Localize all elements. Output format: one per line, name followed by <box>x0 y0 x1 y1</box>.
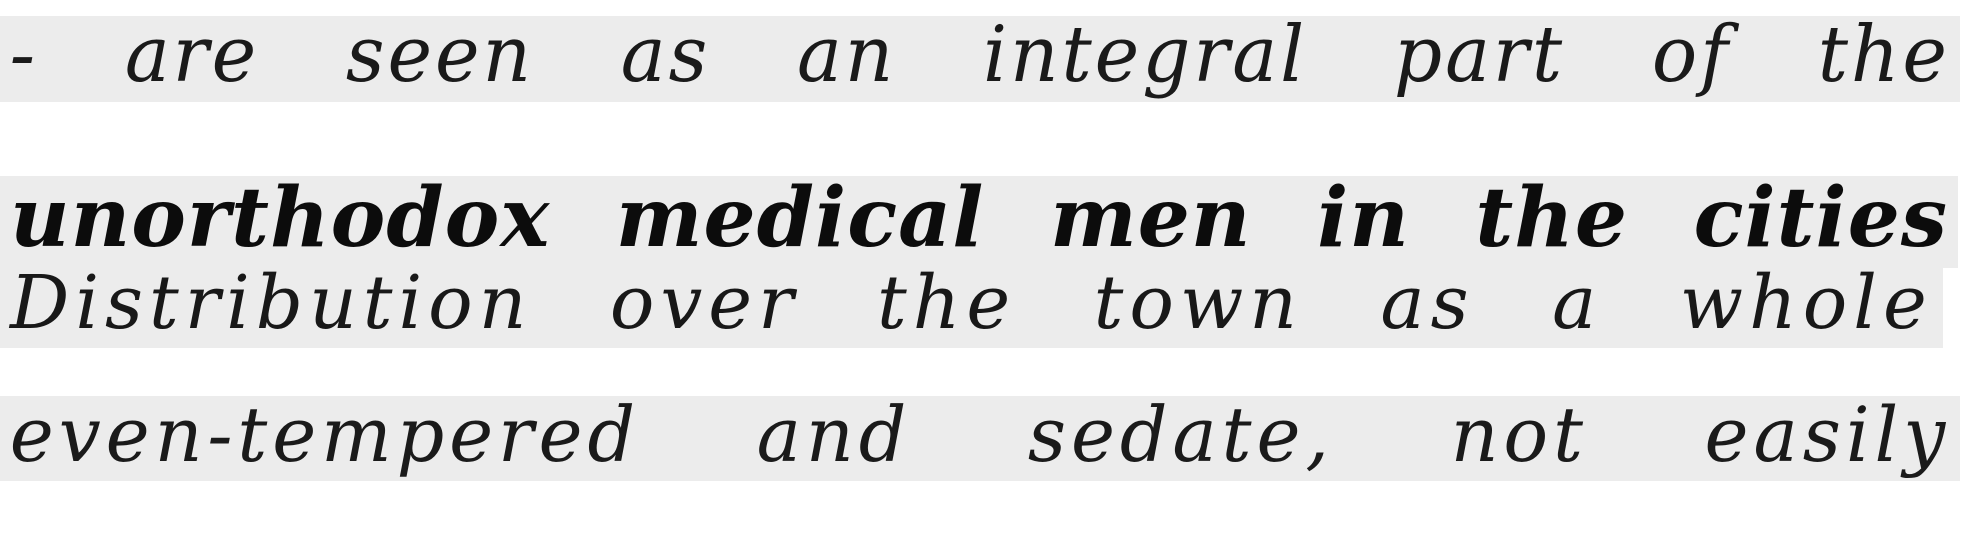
handwriting-line-2 <box>0 168 1958 272</box>
line-text: even-tempered and sedate, not easily <box>0 388 1960 485</box>
line-text: - are seen as an integral part of the <box>0 8 1960 106</box>
handwriting-line-3 <box>0 258 1943 352</box>
line-text: unorthodox medical men in the cities <box>0 168 1958 272</box>
line-text: Distribution over the town as a whole <box>0 258 1943 352</box>
handwriting-line-1 <box>0 8 1960 106</box>
handwriting-line-4 <box>0 388 1960 485</box>
